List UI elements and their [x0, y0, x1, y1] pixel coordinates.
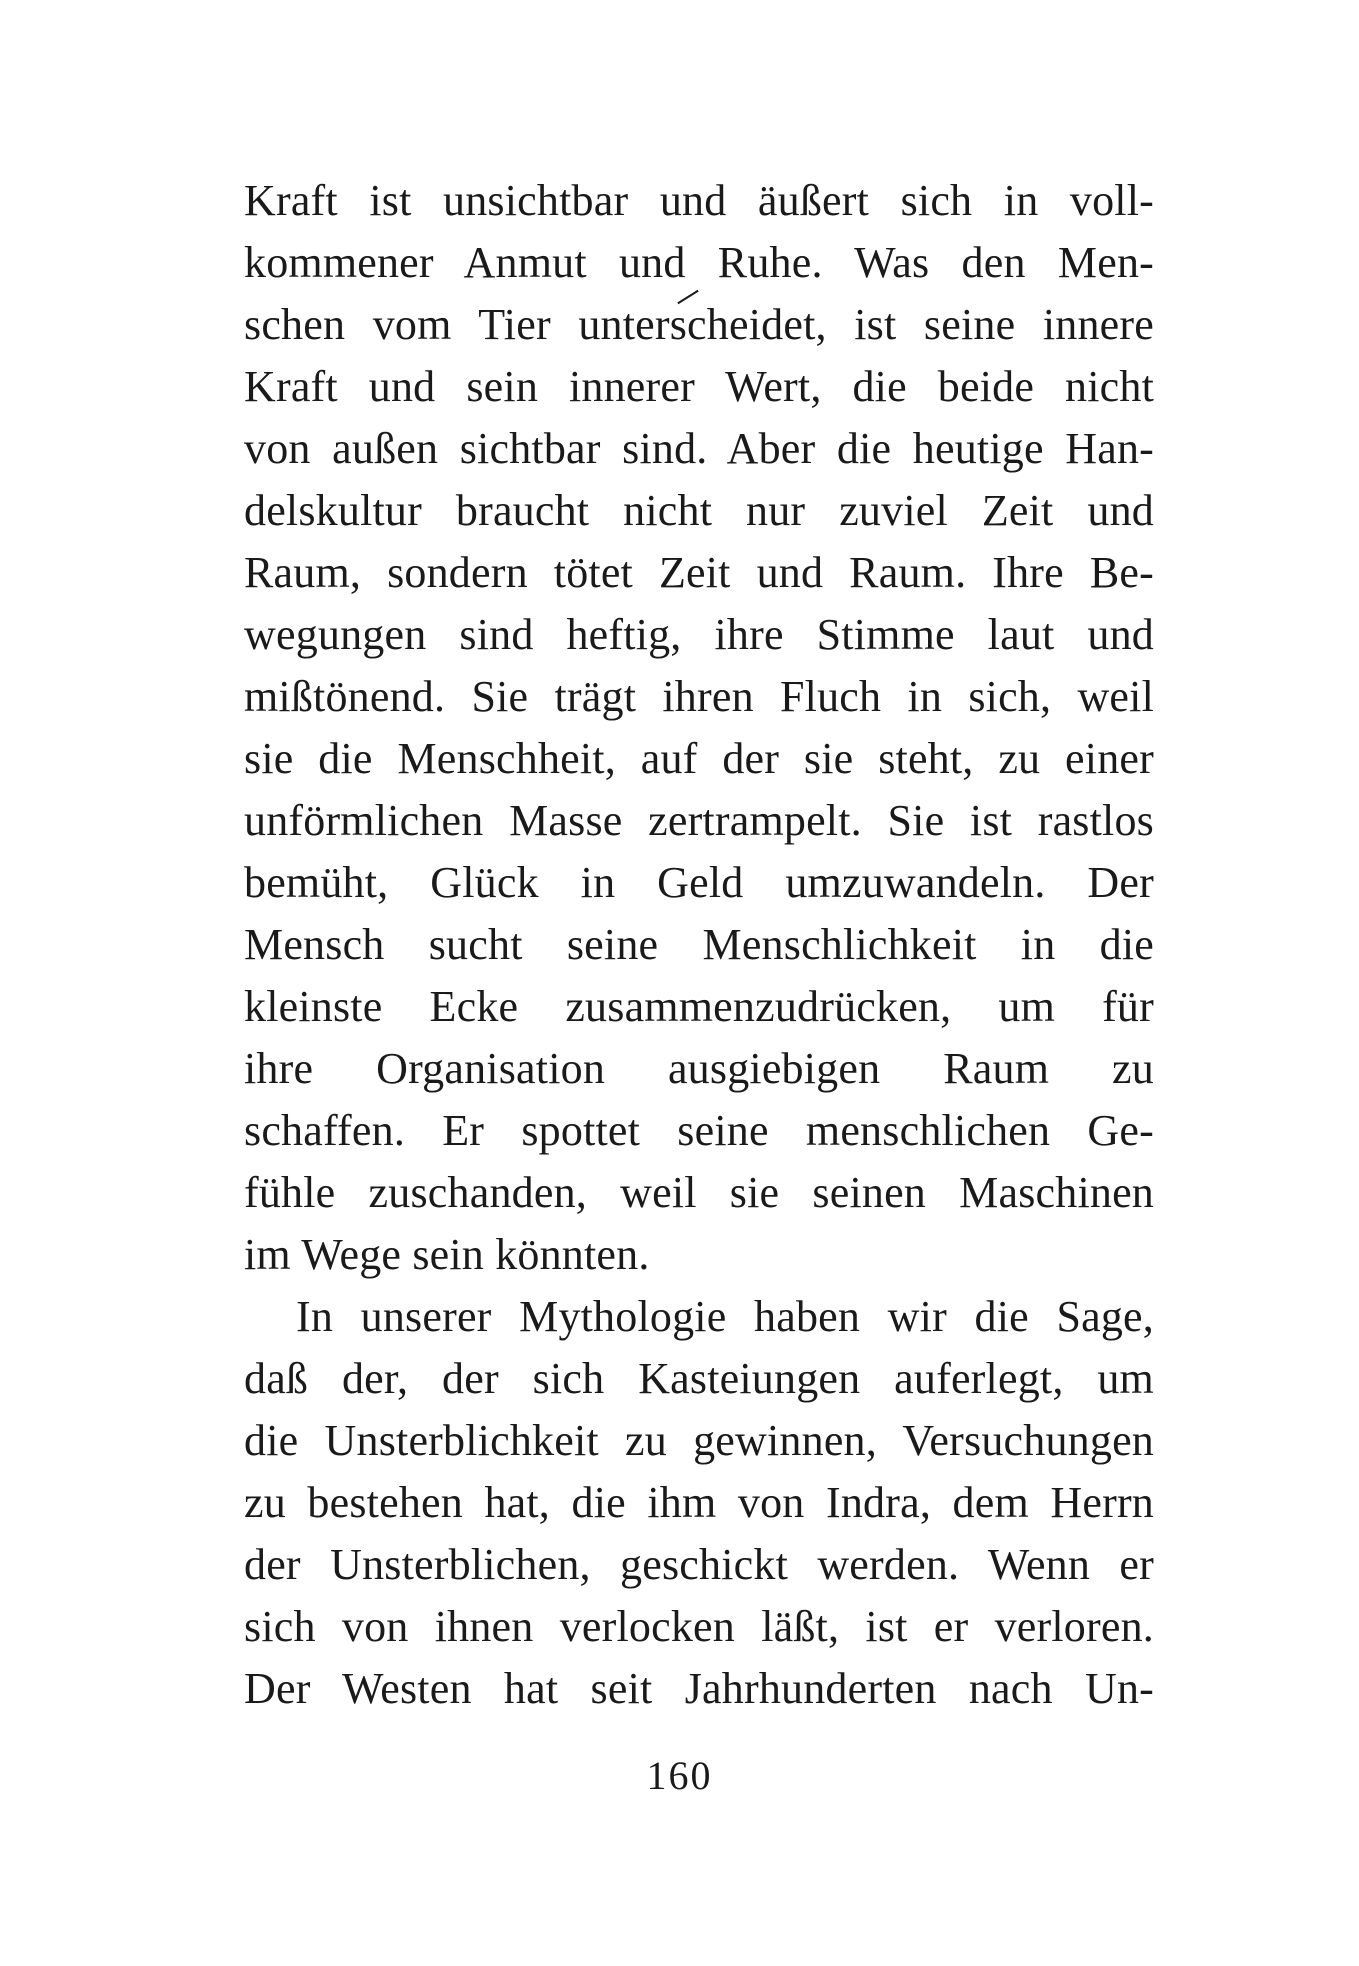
body-text — [244, 170, 1154, 1720]
text-line: sich von ihnen verlocken läßt, ist er verloren. — [244, 1602, 1154, 1651]
text-line: unförmlichen Masse zertrampelt. Sie ist rastlos — [244, 796, 1154, 845]
text-line: ihre Organisation ausgiebigen Raum zu — [244, 1044, 1154, 1093]
paragraph-2 — [244, 1286, 1154, 1720]
text-line: sie die Menschheit, auf der sie steht, zu einer — [244, 734, 1154, 783]
text-line: bemüht, Glück in Geld umzuwandeln. Der — [244, 858, 1154, 907]
text-line: kommener Anmut und Ruhe. Was den Men- — [244, 238, 1154, 287]
text-line: Mensch sucht seine Menschlichkeit in die — [244, 920, 1154, 969]
text-line: daß der, der sich Kasteiungen auferlegt, um — [244, 1354, 1154, 1403]
text-line: zu bestehen hat, die ihm von Indra, dem Herrn — [244, 1478, 1154, 1527]
text-line: mißtönend. Sie trägt ihren Fluch in sich, weil — [244, 672, 1154, 721]
text-line: kleinste Ecke zusammenzudrücken, um für — [244, 982, 1154, 1031]
text-line: delskultur braucht nicht nur zuviel Zeit und — [244, 486, 1154, 535]
text-line: In unserer Mythologie haben wir die Sage, — [296, 1292, 1154, 1341]
text-line: Raum, sondern tötet Zeit und Raum. Ihre Be- — [244, 548, 1154, 597]
text-line: Kraft ist unsichtbar und äußert sich in voll- — [244, 176, 1154, 225]
text-line: fühle zuschanden, weil sie seinen Maschinen — [244, 1168, 1154, 1217]
text-line: schen vom Tier unterscheidet, ist seine innere — [244, 300, 1154, 349]
page-number: 160 — [646, 1753, 713, 1798]
text-line: der Unsterblichen, geschickt werden. Wenn er — [244, 1540, 1154, 1589]
text-line: Der Westen hat seit Jahrhunderten nach Un- — [244, 1664, 1154, 1713]
paragraph-1 — [244, 170, 1154, 1286]
text-line: wegungen sind heftig, ihre Stimme laut und — [244, 610, 1154, 659]
text-line: von außen sichtbar sind. Aber die heutige Han- — [244, 424, 1154, 473]
text-line: die Unsterblichkeit zu gewinnen, Versuchungen — [244, 1416, 1154, 1465]
text-line: schaffen. Er spottet seine menschlichen Ge- — [244, 1106, 1154, 1155]
text-line: Kraft und sein innerer Wert, die beide nicht — [244, 362, 1154, 411]
text-line: im Wege sein könnten. — [244, 1230, 650, 1279]
